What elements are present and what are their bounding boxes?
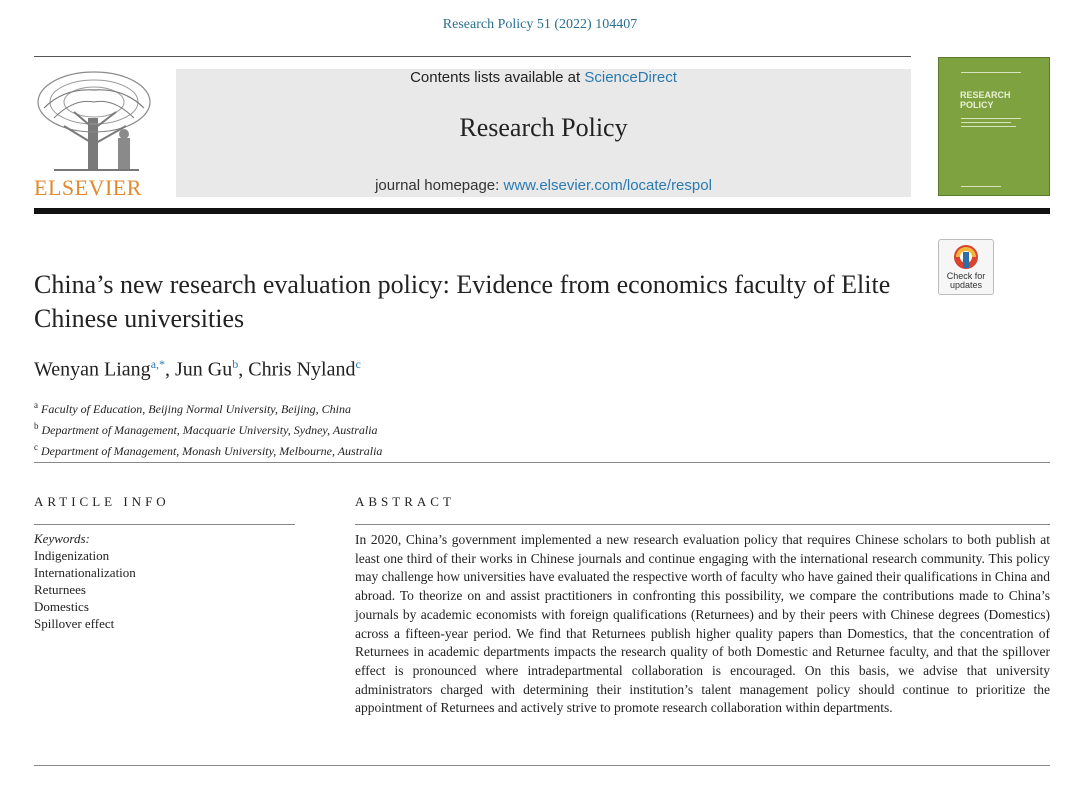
keyword-item[interactable]: Returnees xyxy=(34,582,86,597)
header-rule xyxy=(34,56,911,57)
affiliation-mark: a xyxy=(34,400,38,410)
keyword-item[interactable]: Spillover effect xyxy=(34,616,115,631)
affiliation-text: Department of Management, Monash University, Melbourne, Australia xyxy=(41,444,383,458)
affiliation-text: Department of Management, Macquarie University, Sydney, Australia xyxy=(41,423,378,437)
abstract-text: In 2020, China’s government implemented a new research evaluation policy that requires Chinese scholars to both publish at least one third of their works in Chinese journals and continue engaging with the international research community. This policy may challenge how universities have evaluated the respective worth of faculty who have gained their qualifications in China and abroad. To theorize on and assist practitioners in confronting this possibility, we compare the contributions made to China’s journals by academic economists with foreign qualifications (Returnees) and by their peers with Chinese degrees (Domestics) across a fifteen-year period. We find that Returnees publish higher quality papers than Domestics, that the concentration of Returnees in academic departments impacts the research quality of both Domestic and Returnee faculty, and that the spillover effect is pronounced where intradepartmental collaboration is encouraged. On this basis, we advise that university administrators charged with determining their institution’s talent management policy should continue to prioritize the appointment of Returnees and actively strive to promote research collaboration within departments. xyxy=(355,532,1051,716)
section-divider xyxy=(34,462,1050,463)
author-affiliation-mark[interactable]: a,* xyxy=(150,357,166,371)
author-name[interactable]: Wenyan Liang xyxy=(34,358,151,381)
author-name[interactable]: Jun Gu xyxy=(175,358,233,381)
author-affiliation-mark[interactable]: c xyxy=(355,357,361,371)
journal-citation[interactable]: Research Policy 51 (2022) 104407 xyxy=(442,17,638,32)
homepage-line xyxy=(176,177,911,194)
elsevier-wordmark: ELSEVIER xyxy=(34,175,142,200)
abstract-heading: ABSTRACT xyxy=(355,494,455,509)
keyword-item[interactable]: Domestics xyxy=(34,599,89,614)
affiliation-item xyxy=(34,397,382,418)
author-separator: , xyxy=(165,358,176,381)
sciencedirect-link[interactable]: ScienceDirect xyxy=(584,69,677,86)
check-for-updates-label: Check for updates xyxy=(946,271,986,290)
keyword-item[interactable]: Internationalization xyxy=(34,565,136,580)
contents-prefix: Contents lists available at xyxy=(410,69,585,86)
affiliation-item xyxy=(34,418,382,439)
contents-line xyxy=(176,69,911,86)
article-info-heading: ARTICLE INFO xyxy=(34,494,170,509)
article-info-rule xyxy=(34,524,295,525)
keyword-item[interactable]: Indigenization xyxy=(34,548,110,563)
abstract-rule xyxy=(355,524,1050,525)
homepage-prefix: journal homepage: xyxy=(375,177,504,194)
author-name[interactable]: Chris Nyland xyxy=(248,358,356,381)
homepage-link[interactable]: www.elsevier.com/locate/respol xyxy=(503,177,712,194)
journal-title: Research Policy xyxy=(459,113,628,142)
affiliation-list xyxy=(34,397,382,460)
header-thick-rule xyxy=(34,208,1050,214)
cover-title: RESEARCH POLICY xyxy=(960,90,1011,110)
journal-cover-thumbnail[interactable] xyxy=(938,57,1050,196)
author-list xyxy=(34,357,361,382)
affiliation-mark: c xyxy=(34,442,38,452)
crossmark-icon xyxy=(939,240,993,274)
affiliation-text: Faculty of Education, Beijing Normal University, Beijing, China xyxy=(41,402,351,416)
affiliation-mark: b xyxy=(34,421,39,431)
bottom-rule xyxy=(34,765,1050,766)
author-affiliation-mark[interactable]: b xyxy=(232,357,239,371)
keywords-block xyxy=(34,530,136,632)
article-title: China’s new research evaluation policy: Evidence from economics faculty of Elite Chinese universities xyxy=(34,270,891,333)
author-separator: , xyxy=(238,358,249,381)
affiliation-item xyxy=(34,439,382,460)
keywords-label: Keywords: xyxy=(34,531,90,546)
